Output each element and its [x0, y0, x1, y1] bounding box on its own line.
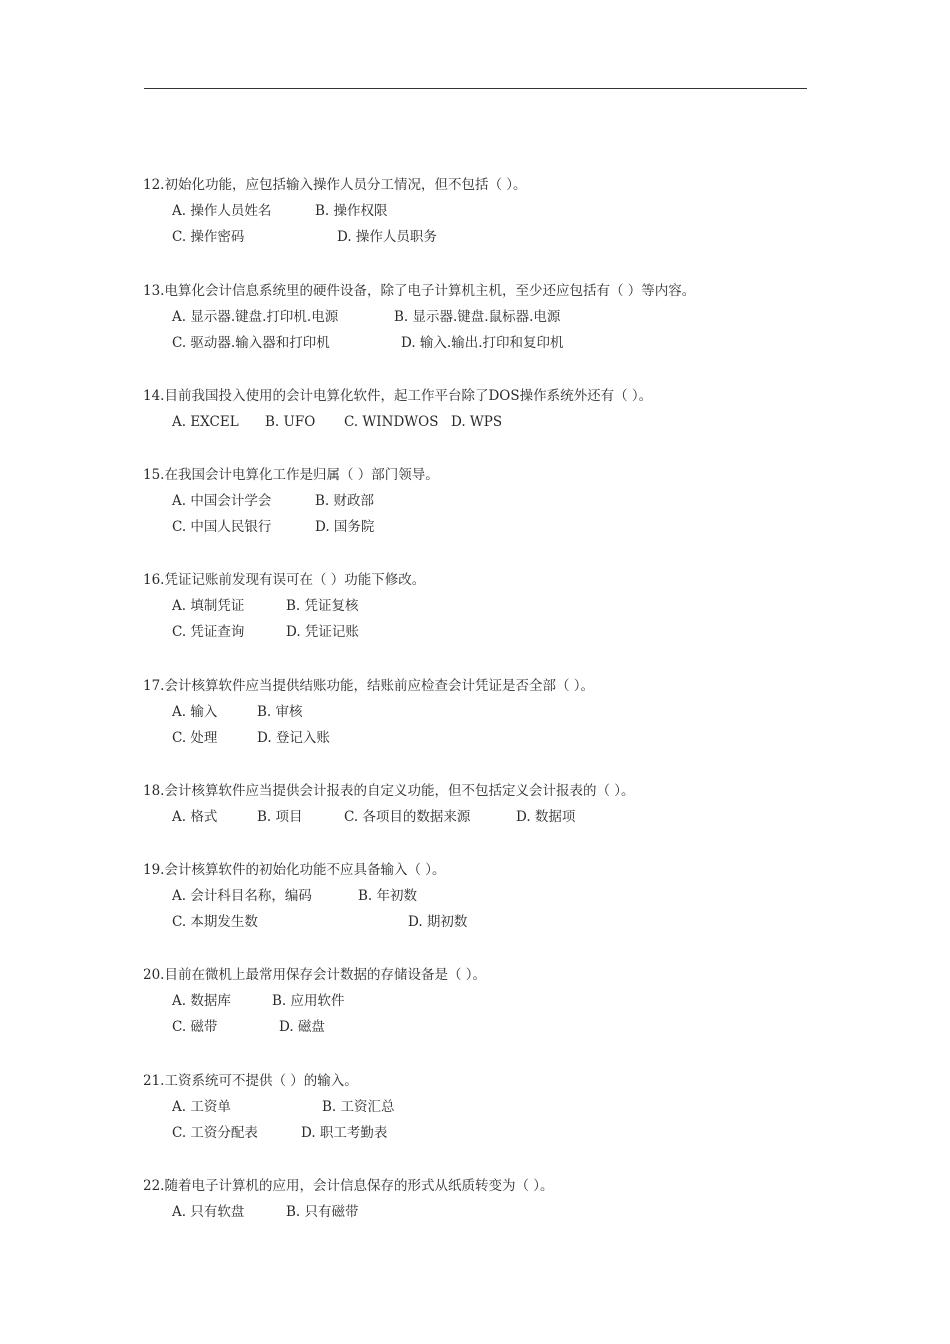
question-16	[143, 567, 823, 645]
option-row	[143, 909, 823, 935]
question-15	[143, 462, 823, 540]
question-stem: 14.目前我国投入使用的会计电算化软件，起工作平台除了DOS操作系统外还有（ ）。	[143, 388, 653, 404]
option-row	[143, 725, 823, 751]
question-stem: 22.随着电子计算机的应用，会计信息保存的形式从纸质转变为（ ）。	[143, 1178, 554, 1194]
question-stem: 19.会计核算软件的初始化功能不应具备输入（ ）。	[143, 862, 446, 878]
option-row	[143, 593, 823, 619]
option-b: B. 显示器.键盘.鼠标器.电源	[394, 309, 561, 325]
question-14	[143, 383, 823, 435]
question-21	[143, 1068, 823, 1146]
option-row	[143, 514, 823, 540]
option-c: C. 凭证查询	[172, 624, 245, 640]
question-stem: 15.在我国会计电算化工作是归属（ ）部门领导。	[143, 467, 439, 483]
option-b: B. 应用软件	[272, 993, 345, 1009]
option-a: A. 格式	[172, 809, 218, 825]
option-row	[143, 1094, 823, 1120]
option-d: D. 数据项	[516, 809, 576, 825]
option-a: A. 会计科目名称，编码	[172, 888, 312, 904]
option-d: D. WPS	[451, 414, 503, 430]
option-row	[143, 1014, 823, 1040]
option-a: A. 操作人员姓名	[172, 203, 272, 219]
option-c: C. 处理	[172, 730, 218, 746]
option-d: D. 磁盘	[279, 1019, 325, 1035]
option-row	[143, 988, 823, 1014]
option-b: B. 项目	[257, 809, 303, 825]
option-c: C. 各项目的数据来源	[344, 809, 471, 825]
option-b: B. 审核	[257, 704, 303, 720]
option-b: B. 操作权限	[315, 203, 388, 219]
question-stem: 18.会计核算软件应当提供会计报表的自定义功能，但不包括定义会计报表的（ ）。	[143, 783, 635, 799]
option-row	[143, 330, 823, 356]
option-b: B. 年初数	[358, 888, 418, 904]
option-d: D. 职工考勤表	[301, 1125, 388, 1141]
option-a: A. 数据库	[172, 993, 231, 1009]
header-rule	[144, 88, 807, 89]
question-22	[143, 1173, 823, 1225]
option-b: B. 财政部	[315, 493, 375, 509]
option-c: C. 驱动器.输入器和打印机	[172, 335, 330, 351]
option-a: A. 显示器.键盘.打印机.电源	[172, 309, 339, 325]
question-20	[143, 962, 823, 1040]
question-stem: 12.初始化功能，应包括输入操作人员分工情况，但不包括（ ）。	[143, 177, 527, 193]
option-row	[143, 304, 823, 330]
option-b: B. 只有磁带	[286, 1204, 359, 1220]
question-stem: 20.目前在微机上最常用保存会计数据的存储设备是（ ）。	[143, 967, 487, 983]
option-row	[143, 1199, 823, 1225]
question-stem: 13.电算化会计信息系统里的硬件设备，除了电子计算机主机，至少还应包括有（ ）等内容。	[143, 283, 696, 299]
option-a: A. 填制凭证	[172, 598, 245, 614]
option-b: B. UFO	[265, 414, 316, 430]
option-row	[143, 409, 823, 435]
option-row	[143, 699, 823, 725]
option-row	[143, 883, 823, 909]
option-d: D. 操作人员职务	[337, 229, 437, 245]
option-b: B. 凭证复核	[286, 598, 359, 614]
option-d: D. 登记入账	[257, 730, 330, 746]
question-stem: 17.会计核算软件应当提供结账功能，结账前应检查会计凭证是否全部（ ）。	[143, 678, 595, 694]
option-d: D. 国务院	[315, 519, 375, 535]
option-c: C. 操作密码	[172, 229, 245, 245]
question-12	[143, 172, 823, 250]
option-row	[143, 488, 823, 514]
option-row	[143, 224, 823, 250]
option-c: C. 本期发生数	[172, 914, 258, 930]
option-a: A. EXCEL	[172, 414, 239, 430]
question-19	[143, 857, 823, 935]
option-row	[143, 619, 823, 645]
option-c: C. 工资分配表	[172, 1125, 258, 1141]
question-18	[143, 778, 823, 830]
option-row	[143, 804, 823, 830]
option-a: A. 输入	[172, 704, 218, 720]
question-13	[143, 278, 823, 356]
option-a: A. 只有软盘	[172, 1204, 245, 1220]
question-17	[143, 673, 823, 751]
option-c: C. 中国人民银行	[172, 519, 272, 535]
option-d: D. 凭证记账	[286, 624, 359, 640]
option-d: D. 期初数	[408, 914, 468, 930]
option-a: A. 中国会计学会	[172, 493, 272, 509]
option-c: C. WINDWOS	[344, 414, 439, 430]
option-row	[143, 1120, 823, 1146]
option-a: A. 工资单	[172, 1099, 231, 1115]
option-d: D. 输入.输出.打印和复印机	[401, 335, 564, 351]
option-b: B. 工资汇总	[322, 1099, 395, 1115]
option-c: C. 磁带	[172, 1019, 218, 1035]
option-row	[143, 198, 823, 224]
question-stem: 21.工资系统可不提供（ ）的输入。	[143, 1073, 358, 1089]
question-stem: 16.凭证记账前发现有误可在（ ）功能下修改。	[143, 572, 426, 588]
